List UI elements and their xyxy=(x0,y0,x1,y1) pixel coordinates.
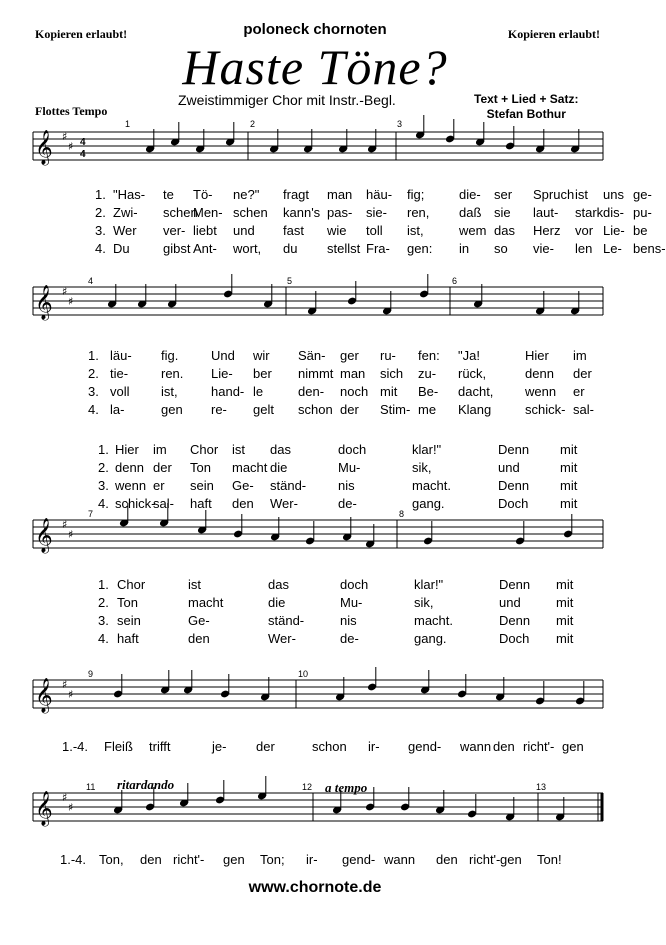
lyric-syllable: fen: xyxy=(418,348,440,363)
lyric-syllable: 4. xyxy=(88,402,99,417)
lyric-syllable: Lie- xyxy=(211,366,233,381)
sharp-f-icon: ♯ xyxy=(62,285,68,298)
lyric-syllable: ru- xyxy=(380,348,396,363)
lyric-syllable: tie- xyxy=(110,366,129,381)
lyric-syllable: das xyxy=(268,577,289,592)
lyric-syllable: 2. xyxy=(95,205,106,220)
lyric-syllable: sie xyxy=(494,205,511,220)
lyric-syllable: mit xyxy=(560,460,578,475)
lyric-syllable: läu- xyxy=(110,348,132,363)
staff-system-1 xyxy=(0,110,630,190)
lyric-syllable: wenn xyxy=(525,384,557,399)
lyric-syllable: mit xyxy=(556,595,574,610)
lyric-syllable: in xyxy=(459,241,470,256)
lyric-syllable: 2. xyxy=(98,595,109,610)
treble-clef-icon: 𝄞 xyxy=(35,130,53,165)
lyric-syllable: fast xyxy=(283,223,304,238)
lyric-syllable: ren. xyxy=(161,366,184,381)
credits-line2: Stefan Bothur xyxy=(486,107,566,121)
lyric-syllable: im xyxy=(573,348,587,363)
lyrics-block-1 xyxy=(0,187,666,256)
staff-lines xyxy=(33,287,603,315)
lyric-syllable: 3. xyxy=(98,478,109,493)
lyrics-block-4 xyxy=(0,577,630,646)
lyric-syllable: haft xyxy=(190,496,212,511)
lyric-syllable: Fra- xyxy=(366,241,390,256)
lyric-syllable: trifft xyxy=(149,739,171,754)
lyric-syllable: 2. xyxy=(88,366,99,381)
lyrics-block-3 xyxy=(0,442,630,511)
measure-number: 3 xyxy=(397,119,403,129)
lyric-syllable: den xyxy=(493,739,515,754)
lyric-syllable: kann's xyxy=(283,205,321,220)
lyric-syllable: fragt xyxy=(283,187,310,202)
lyric-syllable: Herz xyxy=(533,223,561,238)
lyric-syllable: man xyxy=(327,187,353,202)
lyric-syllable: du xyxy=(283,241,298,256)
lyric-syllable: dis- xyxy=(603,205,624,220)
lyric-syllable: vie- xyxy=(533,241,554,256)
lyric-syllable: der xyxy=(256,739,275,754)
lyric-syllable: den xyxy=(140,852,162,867)
lyric-syllable: ist, xyxy=(161,384,178,399)
lyric-syllable: Ton! xyxy=(537,852,562,867)
staff-system-2 xyxy=(0,272,630,352)
lyric-syllable: toll xyxy=(366,223,383,238)
lyric-syllable: Ge- xyxy=(188,613,210,628)
lyric-syllable: "Has- xyxy=(113,187,146,202)
lyric-syllable: Zwi- xyxy=(113,205,138,220)
lyric-syllable: 1. xyxy=(95,187,106,202)
lyric-syllable: hand- xyxy=(211,384,245,399)
lyric-syllable: wann xyxy=(384,852,416,867)
lyric-syllable: le xyxy=(253,384,264,399)
lyric-syllable: Tö- xyxy=(193,187,213,202)
lyric-syllable: mit xyxy=(556,631,574,646)
lyric-syllable: Stim- xyxy=(380,402,411,417)
lyric-syllable: mit xyxy=(556,613,574,628)
lyric-syllable: mit xyxy=(556,577,574,592)
treble-clef-icon: 𝄞 xyxy=(35,678,53,713)
lyric-syllable: er xyxy=(153,478,165,493)
lyric-syllable: de- xyxy=(338,496,357,511)
lyric-syllable: Ton xyxy=(190,460,211,475)
lyric-syllable: nis xyxy=(340,613,357,628)
lyric-syllable: voll xyxy=(110,384,130,399)
lyric-syllable: zu- xyxy=(418,366,437,381)
lyric-syllable: gen: xyxy=(407,241,433,256)
lyric-syllable: gibst xyxy=(163,241,191,256)
lyric-syllable: ständ- xyxy=(268,613,305,628)
measure-number: 13 xyxy=(536,782,547,792)
lyric-syllable: macht. xyxy=(412,478,452,493)
lyric-syllable: Wer- xyxy=(270,496,298,511)
lyric-syllable: 4. xyxy=(98,631,109,646)
lyric-syllable: doch xyxy=(340,577,369,592)
lyric-syllable: ne?" xyxy=(233,187,260,202)
song-subtitle: Zweistimmiger Chor mit Instr.-Begl. xyxy=(178,92,396,108)
lyric-syllable: macht xyxy=(188,595,224,610)
lyric-syllable: denn xyxy=(525,366,554,381)
lyric-syllable: schen xyxy=(233,205,268,220)
lyric-syllable: 3. xyxy=(98,613,109,628)
copy-permission-left: Kopieren erlaubt! xyxy=(35,27,128,41)
lyric-syllable: häu- xyxy=(366,187,393,202)
website-link[interactable]: www.chornote.de xyxy=(248,879,382,896)
lyric-syllable: Le- xyxy=(603,241,622,256)
ritardando-mark: ritardando xyxy=(117,777,175,792)
lyric-syllable: ist xyxy=(232,442,245,457)
lyric-syllable: gang. xyxy=(412,496,445,511)
sharp-f-icon: ♯ xyxy=(62,518,68,531)
lyric-syllable: "Ja! xyxy=(458,348,480,363)
lyric-syllable: klar!" xyxy=(412,442,442,457)
sharp-c-icon: ♯ xyxy=(68,688,74,701)
sharp-c-icon: ♯ xyxy=(68,295,74,308)
lyric-syllable: und xyxy=(499,595,521,610)
lyric-syllable: 3. xyxy=(95,223,106,238)
lyric-syllable: mit xyxy=(560,496,578,511)
sharp-f-icon: ♯ xyxy=(62,678,68,691)
staff-system-3 xyxy=(0,505,630,585)
brand-name: poloneck chornoten xyxy=(243,21,387,38)
lyric-syllable: nimmt xyxy=(298,366,334,381)
lyric-syllable: schon xyxy=(312,739,347,754)
measure-number: 12 xyxy=(302,782,313,792)
lyric-syllable: Hier xyxy=(525,348,549,363)
lyric-syllable: Doch xyxy=(498,496,529,511)
measure-number: 1 xyxy=(125,119,131,129)
lyric-syllable: wort, xyxy=(233,241,262,256)
lyric-syllable: die xyxy=(268,595,286,610)
lyric-syllable: stellst xyxy=(327,241,361,256)
lyric-syllable: sik, xyxy=(414,595,434,610)
lyric-syllable: Wer xyxy=(113,223,137,238)
lyric-syllable: denn xyxy=(115,460,144,475)
measure-number: 10 xyxy=(298,669,309,679)
lyric-syllable: gend- xyxy=(408,739,442,754)
lyric-syllable: be xyxy=(633,223,648,238)
measure-number: 4 xyxy=(88,276,94,286)
lyric-syllable: im xyxy=(153,442,167,457)
copy-permission-right: Kopieren erlaubt! xyxy=(507,27,600,41)
lyric-syllable: uns xyxy=(603,187,624,202)
measure-number: 5 xyxy=(287,276,293,286)
lyric-syllable: ist, xyxy=(407,223,424,238)
lyric-syllable: fig. xyxy=(161,348,179,363)
lyric-syllable: der xyxy=(573,366,592,381)
lyric-syllable: richt'- xyxy=(173,852,205,867)
lyric-syllable: Ge- xyxy=(232,478,254,493)
lyric-syllable: gang. xyxy=(414,631,447,646)
lyric-syllable: nis xyxy=(338,478,355,493)
lyric-syllable: re- xyxy=(211,402,227,417)
lyric-syllable: ber xyxy=(253,366,272,381)
lyric-syllable: das xyxy=(270,442,291,457)
lyric-syllable: Denn xyxy=(498,478,530,493)
lyric-syllable: ir- xyxy=(306,852,318,867)
sharp-f-icon: ♯ xyxy=(62,130,68,143)
lyric-syllable: Fleiß xyxy=(104,739,133,754)
lyric-syllable: klar!" xyxy=(414,577,444,592)
lyric-syllable: mit xyxy=(380,384,398,399)
lyric-syllable: bens- xyxy=(633,241,666,256)
measure-number: 11 xyxy=(86,782,96,792)
lyric-syllable: wie xyxy=(327,223,347,238)
lyric-syllable: wem xyxy=(459,223,487,238)
lyrics-block-5 xyxy=(0,739,630,755)
lyric-syllable: doch xyxy=(338,442,367,457)
lyric-syllable: Sän- xyxy=(298,348,326,363)
lyric-syllable: laut- xyxy=(533,205,559,220)
lyric-syllable: richt'- xyxy=(469,852,501,867)
lyric-syllable: Chor xyxy=(190,442,219,457)
lyric-syllable: den xyxy=(232,496,254,511)
lyric-syllable: noch xyxy=(340,384,369,399)
lyric-syllable: Denn xyxy=(499,613,531,628)
measure-number: 6 xyxy=(452,276,458,286)
lyric-syllable: er xyxy=(573,384,585,399)
notes-system-4 xyxy=(113,667,585,705)
lyric-syllable: la- xyxy=(110,402,125,417)
lyric-syllable: Ton xyxy=(117,595,138,610)
lyric-syllable: ir- xyxy=(368,739,380,754)
lyric-syllable: wenn xyxy=(115,478,147,493)
lyric-syllable: Lie- xyxy=(603,223,625,238)
lyric-syllable: sie- xyxy=(366,205,387,220)
lyric-syllable: stark xyxy=(575,205,604,220)
lyric-syllable: ständ- xyxy=(270,478,307,493)
lyric-syllable: macht. xyxy=(414,613,454,628)
lyric-syllable: schick- xyxy=(525,402,566,417)
lyric-syllable: Mu- xyxy=(338,460,361,475)
lyric-syllable: richt'- xyxy=(523,739,555,754)
lyric-syllable: Wer- xyxy=(268,631,296,646)
lyric-syllable: gen xyxy=(562,739,584,754)
lyric-syllable: den- xyxy=(298,384,325,399)
lyric-syllable: 3. xyxy=(88,384,99,399)
treble-clef-icon: 𝄞 xyxy=(35,791,53,826)
measure-number: 7 xyxy=(88,509,94,519)
lyric-syllable: 1.-4. xyxy=(60,852,87,867)
lyric-syllable: ser xyxy=(494,187,513,202)
treble-clef-icon: 𝄞 xyxy=(35,285,53,320)
lyric-syllable: man xyxy=(340,366,366,381)
measure-number: 8 xyxy=(399,509,405,519)
lyric-syllable: Ton; xyxy=(260,852,285,867)
lyric-syllable: Ton, xyxy=(99,852,124,867)
lyric-syllable: Doch xyxy=(499,631,530,646)
time-signature-bottom: 4 xyxy=(80,149,86,160)
lyric-syllable: das xyxy=(494,223,515,238)
lyric-syllable: gend- xyxy=(342,852,376,867)
sharp-c-icon: ♯ xyxy=(68,528,74,541)
lyric-syllable: 1.-4. xyxy=(62,739,89,754)
lyric-syllable: haft xyxy=(117,631,139,646)
lyric-syllable: len xyxy=(575,241,593,256)
lyric-syllable: ist xyxy=(188,577,201,592)
credits-line1: Text + Lied + Satz: xyxy=(474,92,579,106)
lyric-syllable: Men- xyxy=(193,205,223,220)
notes-system-2 xyxy=(107,274,580,315)
lyric-syllable: den xyxy=(188,631,210,646)
lyric-syllable: Denn xyxy=(498,442,530,457)
lyric-syllable: gen xyxy=(161,402,183,417)
lyric-syllable: 4. xyxy=(98,496,109,511)
lyric-syllable: sal- xyxy=(153,496,174,511)
a-tempo-mark: a tempo xyxy=(325,780,368,795)
time-signature: 4 xyxy=(80,137,86,148)
tempo-marking: Flottes Tempo xyxy=(35,104,108,118)
staff-system-5 xyxy=(0,778,630,853)
lyric-syllable: Mu- xyxy=(340,595,363,610)
lyric-syllable: sik, xyxy=(412,460,432,475)
lyric-syllable: pas- xyxy=(327,205,353,220)
lyric-syllable: Chor xyxy=(117,577,146,592)
lyric-syllable: sich xyxy=(380,366,404,381)
lyric-syllable: schick- xyxy=(115,496,156,511)
sharp-f-icon: ♯ xyxy=(62,791,68,804)
measure-number: 9 xyxy=(88,669,94,679)
lyric-syllable: der xyxy=(153,460,172,475)
lyric-syllable: Du xyxy=(113,241,130,256)
lyric-syllable: der xyxy=(340,402,359,417)
lyric-syllable: rück, xyxy=(458,366,487,381)
lyric-syllable: gelt xyxy=(253,402,274,417)
lyric-syllable: 1. xyxy=(88,348,99,363)
lyric-syllable: Denn xyxy=(499,577,531,592)
lyric-syllable: den xyxy=(436,852,458,867)
lyric-syllable: und xyxy=(498,460,520,475)
lyric-syllable: Ant- xyxy=(193,241,217,256)
lyric-syllable: je- xyxy=(212,739,227,754)
lyric-syllable: und xyxy=(233,223,255,238)
lyric-syllable: fig; xyxy=(407,187,425,202)
staff-lines xyxy=(33,132,603,160)
lyric-syllable: wir xyxy=(253,348,270,363)
treble-clef-icon: 𝄞 xyxy=(35,518,53,553)
lyric-syllable: schon xyxy=(298,402,333,417)
lyric-syllable: 4. xyxy=(95,241,106,256)
lyric-syllable: so xyxy=(494,241,508,256)
lyric-syllable: liebt xyxy=(193,223,217,238)
lyric-syllable: Hier xyxy=(115,442,139,457)
lyric-syllable: me xyxy=(418,402,437,417)
lyric-syllable: ger xyxy=(340,348,359,363)
notes-system-3 xyxy=(119,503,573,548)
notes-system-1 xyxy=(145,115,580,153)
sharp-c-icon: ♯ xyxy=(68,801,74,814)
lyric-syllable: Und xyxy=(211,348,235,363)
lyric-syllable: mit xyxy=(560,478,578,493)
lyric-syllable: ge- xyxy=(633,187,652,202)
lyric-syllable: die- xyxy=(459,187,481,202)
lyric-syllable: dacht, xyxy=(458,384,494,399)
lyric-syllable: ver- xyxy=(163,223,186,238)
lyric-syllable: te xyxy=(163,187,174,202)
lyric-syllable: Klang xyxy=(458,402,492,417)
lyric-syllable: gen xyxy=(223,852,245,867)
lyric-syllable: sein xyxy=(117,613,141,628)
lyrics-block-6 xyxy=(0,852,630,868)
lyric-syllable: Be- xyxy=(418,384,439,399)
staff-system-4 xyxy=(0,665,630,740)
lyric-syllable: sal- xyxy=(573,402,594,417)
lyric-syllable: sein xyxy=(190,478,214,493)
lyric-syllable: pu- xyxy=(633,205,652,220)
lyric-syllable: gen xyxy=(500,852,522,867)
lyrics-block-2 xyxy=(0,348,630,417)
lyric-syllable: die xyxy=(270,460,288,475)
lyric-syllable: mit xyxy=(560,442,578,457)
sharp-c-icon: ♯ xyxy=(68,140,74,153)
measure-number: 2 xyxy=(250,119,256,129)
lyric-syllable: Spruch xyxy=(533,187,575,202)
lyric-syllable: macht xyxy=(232,460,268,475)
lyric-syllable: 1. xyxy=(98,442,109,457)
lyric-syllable: vor xyxy=(575,223,594,238)
lyric-syllable: 2. xyxy=(98,460,109,475)
lyric-syllable: 1. xyxy=(98,577,109,592)
lyric-syllable: de- xyxy=(340,631,359,646)
lyric-syllable: ist xyxy=(575,187,588,202)
lyric-syllable: daß xyxy=(459,205,482,220)
lyric-syllable: schen xyxy=(163,205,198,220)
song-title: Haste Töne? xyxy=(182,39,448,95)
lyric-syllable: wann xyxy=(460,739,492,754)
lyric-syllable: ren, xyxy=(407,205,430,220)
